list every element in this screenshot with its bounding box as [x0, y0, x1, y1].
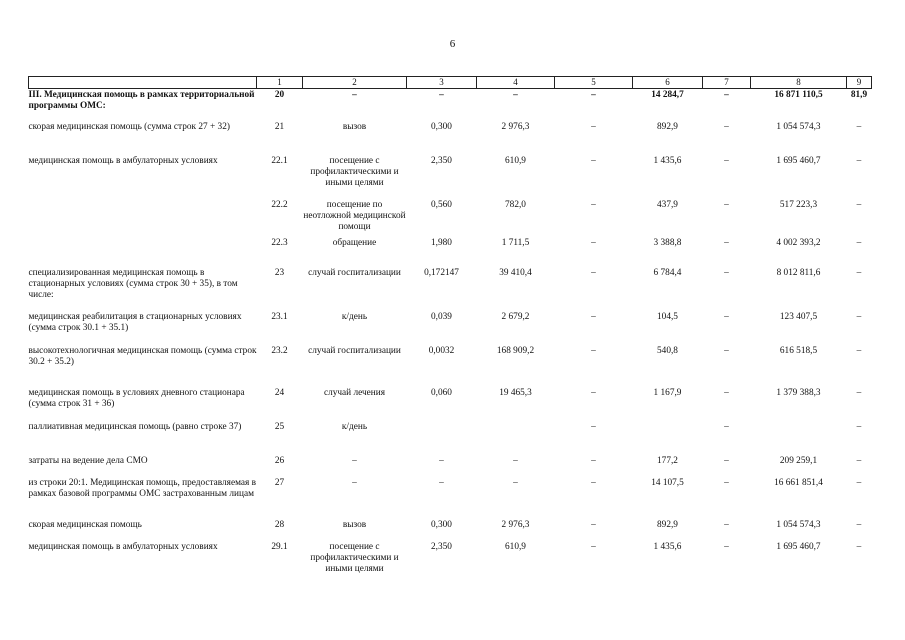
table-cell: 16 661 851,4 — [774, 477, 823, 488]
table-cell: 27 — [274, 477, 285, 488]
table-cell: 437,9 — [657, 199, 678, 210]
table-cell: 22.3 — [271, 237, 288, 248]
table-cell: обращение — [332, 237, 377, 248]
table-cell: – — [724, 477, 729, 488]
table-cell: – — [856, 311, 862, 322]
column-header-blank — [29, 77, 257, 89]
table-cell: – — [591, 311, 596, 322]
column-header: 3 — [407, 77, 477, 89]
table-cell: – — [724, 90, 729, 100]
table-cell: 0,0032 — [428, 345, 455, 356]
table-cell: 39 410,4 — [499, 267, 532, 278]
table-cell: 1 054 574,3 — [776, 121, 821, 132]
table-row — [29, 541, 872, 581]
table-cell — [751, 421, 847, 455]
table-cell: 2 976,3 — [501, 121, 530, 132]
table-cell: 14 107,5 — [651, 477, 684, 488]
table-cell: 2,350 — [431, 541, 452, 552]
table-cell: 0,039 — [431, 311, 452, 322]
table-cell: – — [724, 267, 729, 278]
table-cell: 540,8 — [657, 345, 678, 356]
table-cell: – — [724, 121, 729, 132]
table-cell: 16 871 110,5 — [774, 90, 823, 100]
table-cell: 23.2 — [271, 345, 288, 356]
column-header: 7 — [703, 77, 751, 89]
table-cell: случай лечения — [323, 387, 386, 398]
table-cell: вызов — [342, 519, 367, 530]
table-cell: 177,2 — [657, 455, 678, 466]
column-header: 9 — [847, 77, 872, 89]
page-number: 6 — [449, 38, 456, 50]
row-label: медицинская реабилитация в стационарных условиях (сумма строк 30.1 + 35.1) — [28, 311, 242, 333]
table-cell: 517 223,3 — [779, 199, 818, 210]
table-cell — [477, 421, 555, 455]
row-label — [29, 199, 257, 237]
table-cell: – — [724, 421, 729, 432]
table-cell: – — [856, 541, 862, 552]
table-row — [29, 121, 872, 155]
table-row — [29, 387, 872, 421]
column-header: 2 — [303, 77, 407, 89]
table-cell: – — [856, 121, 862, 132]
row-label: медицинская помощь в условиях дневного стационара (сумма строк 31 + 36) — [28, 387, 245, 409]
table-cell: 1 711,5 — [501, 237, 530, 248]
table-cell: 0,172147 — [424, 267, 459, 278]
table-cell: – — [513, 90, 518, 100]
table-cell — [407, 421, 477, 455]
table-cell: – — [856, 267, 862, 278]
row-label: III. Медицинская помощь в рамках территориальной программы ОМС: — [28, 90, 255, 111]
table-cell: 4 002 393,2 — [776, 237, 821, 248]
table-cell: 892,9 — [657, 519, 678, 530]
table-cell: 1 054 574,3 — [776, 519, 821, 530]
table-cell: – — [513, 477, 518, 488]
table-cell: 8 012 811,6 — [776, 267, 821, 278]
table-cell: – — [856, 421, 862, 432]
table-cell: 610,9 — [505, 155, 526, 166]
table-cell: посещение с профилактическими и иными целями — [310, 541, 399, 574]
table-cell — [633, 421, 703, 455]
table-cell: – — [591, 519, 596, 530]
table-cell: 29.1 — [271, 541, 288, 552]
table-cell: 1 435,6 — [653, 155, 682, 166]
table-cell: 26 — [274, 455, 285, 466]
table-cell: 20 — [274, 90, 285, 100]
table-row — [29, 199, 872, 237]
table-cell: 2 679,2 — [501, 311, 530, 322]
table-cell: – — [591, 477, 596, 488]
table-cell: 19 465,3 — [499, 387, 532, 398]
table-cell: – — [856, 519, 862, 530]
table-cell: 892,9 — [657, 121, 678, 132]
table-cell: 28 — [274, 519, 285, 530]
table-cell: – — [856, 477, 862, 488]
row-label: медицинская помощь в амбулаторных условиях — [28, 541, 218, 552]
column-header: 4 — [477, 77, 555, 89]
row-label — [29, 237, 257, 267]
table-cell: к/день — [341, 311, 368, 322]
table-cell: 22.2 — [271, 199, 288, 210]
column-header: 1 — [257, 77, 303, 89]
table-cell: – — [352, 455, 357, 466]
table-cell: посещение по неотложной медицинской помощи — [303, 199, 406, 232]
table-cell: 610,9 — [505, 541, 526, 552]
table-cell: – — [591, 267, 596, 278]
table-row — [29, 267, 872, 311]
table-cell: 104,5 — [657, 311, 678, 322]
table-row — [29, 477, 872, 519]
table-cell: – — [724, 541, 729, 552]
table-cell: 21 — [274, 121, 285, 132]
table-cell: случай госпитализации — [308, 345, 401, 356]
table-cell: – — [591, 421, 596, 432]
table-cell: 14 284,7 — [651, 90, 684, 100]
table-cell: – — [591, 237, 596, 248]
table-cell: – — [724, 345, 729, 356]
table-cell: – — [591, 541, 596, 552]
row-label: медицинская помощь в амбулаторных условиях — [28, 155, 218, 166]
table-cell: – — [591, 121, 596, 132]
table-cell: – — [724, 155, 729, 166]
table-cell: 209 259,1 — [779, 455, 818, 466]
table-row — [29, 237, 872, 267]
table-cell: – — [591, 455, 596, 466]
table-cell: 1 695 460,7 — [776, 541, 821, 552]
column-header: 8 — [751, 77, 847, 89]
table-cell: 2,350 — [431, 155, 452, 166]
table-cell: 81,9 — [850, 90, 868, 100]
row-label: затраты на ведение дела СМО — [28, 455, 148, 466]
table-cell: – — [439, 90, 444, 100]
table-cell: 0,300 — [431, 519, 452, 530]
table-cell: – — [352, 477, 357, 488]
table-cell: 1,980 — [431, 237, 452, 248]
table-cell: 1 435,6 — [653, 541, 682, 552]
table-cell: – — [352, 90, 357, 100]
table-cell: случай госпитализации — [308, 267, 401, 278]
table-cell: вызов — [342, 121, 367, 132]
table-cell: – — [856, 387, 862, 398]
table-cell: 23.1 — [271, 311, 288, 322]
column-header: 5 — [555, 77, 633, 89]
table-cell: – — [439, 455, 444, 466]
table-cell: 25 — [274, 421, 285, 432]
table-row — [29, 89, 872, 121]
table-cell: 0,060 — [431, 387, 452, 398]
table-cell: – — [724, 455, 729, 466]
table-cell: 2 976,3 — [501, 519, 530, 530]
table-cell: – — [724, 519, 729, 530]
table-cell: – — [591, 155, 596, 166]
table-cell: 782,0 — [505, 199, 526, 210]
table-cell: к/день — [341, 421, 368, 432]
table-cell: – — [856, 237, 862, 248]
medical-care-table — [28, 76, 872, 581]
table-cell: – — [591, 387, 596, 398]
table-cell: – — [724, 199, 729, 210]
row-label: специализированная медицинская помощь в стационарных условиях (сумма строк 30 + 35), в том числе: — [28, 267, 238, 300]
table-cell: – — [856, 199, 862, 210]
column-header: 6 — [633, 77, 703, 89]
table-cell: – — [591, 199, 596, 210]
table-cell: 1 695 460,7 — [776, 155, 821, 166]
table-row — [29, 345, 872, 387]
table-row — [29, 155, 872, 199]
table-cell: посещение с профилактическими и иными целями — [310, 155, 399, 188]
table-row — [29, 455, 872, 477]
table-row — [29, 519, 872, 541]
table-cell: – — [724, 387, 729, 398]
table-cell: 22.1 — [271, 155, 288, 166]
table-cell: – — [513, 455, 518, 466]
row-label: скорая медицинская помощь — [28, 519, 142, 530]
table-cell: – — [439, 477, 444, 488]
table-cell: 23 — [274, 267, 285, 278]
table-cell: – — [724, 311, 729, 322]
table-cell: 3 388,8 — [653, 237, 682, 248]
table-cell: 168 909,2 — [496, 345, 535, 356]
table-cell: – — [856, 455, 862, 466]
table-cell: 123 407,5 — [779, 311, 818, 322]
row-label: скорая медицинская помощь (сумма строк 27 + 32) — [28, 121, 230, 132]
table-cell: – — [856, 345, 862, 356]
table-cell: 24 — [274, 387, 285, 398]
table-cell: 616 518,5 — [779, 345, 818, 356]
table-row — [29, 311, 872, 345]
table-cell: 1 167,9 — [653, 387, 682, 398]
table-cell: – — [591, 90, 596, 100]
table-cell: 1 379 388,3 — [776, 387, 821, 398]
table-cell: – — [591, 345, 596, 356]
table-cell: – — [856, 155, 862, 166]
table-row — [29, 421, 872, 455]
row-label: из строки 20:1. Медицинская помощь, предоставляемая в рамках базовой программы ОМС застрахованным лицам — [28, 477, 257, 499]
column-number-row — [29, 77, 872, 89]
row-label: паллиативная медицинская помощь (равно строке 37) — [28, 421, 242, 432]
table-cell: 6 784,4 — [653, 267, 682, 278]
row-label: высокотехнологичная медицинская помощь (сумма строк 30.2 + 35.2) — [28, 345, 257, 367]
table-cell: 0,560 — [431, 199, 452, 210]
table-cell: 0,300 — [431, 121, 452, 132]
table-cell: – — [724, 237, 729, 248]
